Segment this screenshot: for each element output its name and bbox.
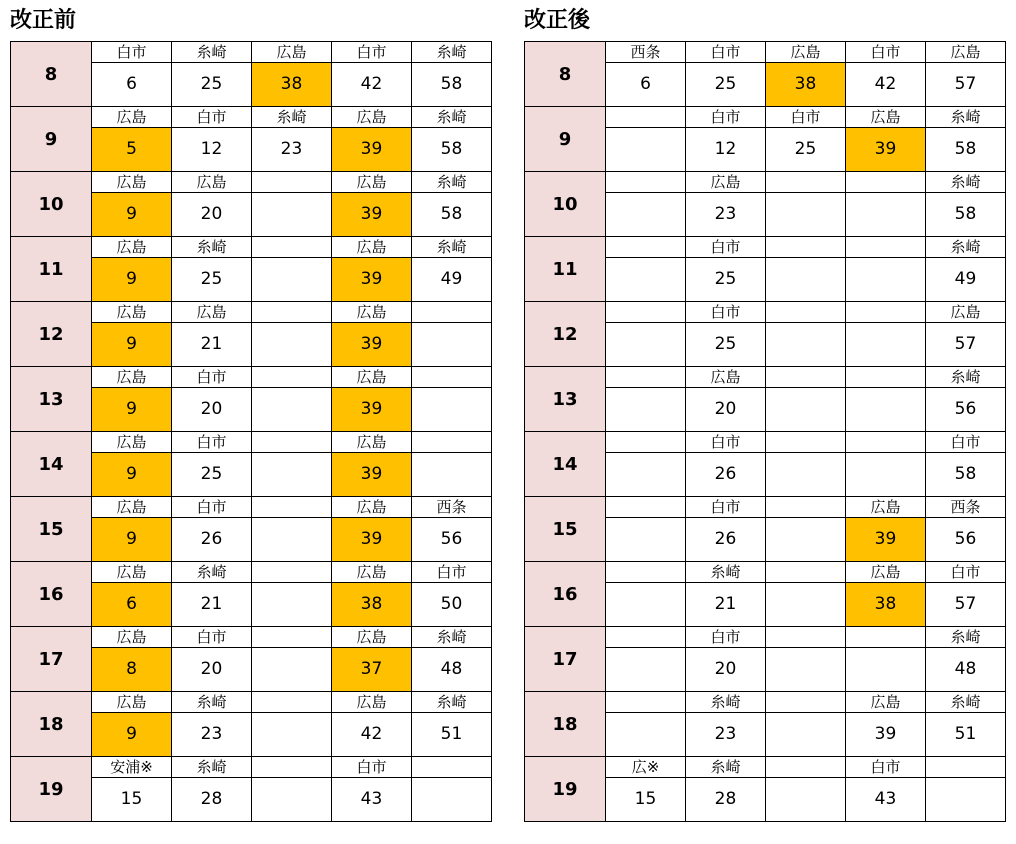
minute-cell — [606, 648, 686, 692]
destination-cell: 広島 — [686, 367, 766, 388]
destination-cell: 広島 — [92, 302, 172, 323]
destination-cell — [252, 302, 332, 323]
minute-cell: 26 — [172, 518, 252, 562]
minute-cell: 28 — [686, 778, 766, 822]
hour-cell: 8 — [525, 42, 606, 107]
minute-cell: 51 — [926, 713, 1006, 757]
minute-cell — [766, 258, 846, 302]
minute-cell: 9 — [92, 258, 172, 302]
hour-row-dest — [11, 367, 492, 388]
minute-cell — [606, 518, 686, 562]
minute-cell: 25 — [766, 128, 846, 172]
minute-cell: 39 — [332, 453, 412, 497]
before-title: 改正前 — [10, 8, 77, 33]
minute-cell: 43 — [332, 778, 412, 822]
destination-cell — [846, 627, 926, 648]
minute-cell: 25 — [172, 63, 252, 107]
hour-row-dest — [525, 107, 1006, 128]
minute-cell: 57 — [926, 323, 1006, 367]
hour-row-dest — [11, 237, 492, 258]
destination-cell — [926, 757, 1006, 778]
destination-cell: 広島 — [332, 562, 412, 583]
minute-cell: 20 — [172, 648, 252, 692]
destination-cell — [766, 172, 846, 193]
minute-cell: 20 — [172, 388, 252, 432]
minute-cell: 56 — [926, 388, 1006, 432]
minute-cell: 6 — [92, 583, 172, 627]
hour-row-dest — [11, 627, 492, 648]
minute-cell: 25 — [172, 258, 252, 302]
hour-row-dest — [11, 107, 492, 128]
hour-row-dest — [11, 692, 492, 713]
destination-cell: 糸崎 — [412, 172, 492, 193]
destination-cell — [766, 692, 846, 713]
destination-cell: 糸崎 — [412, 692, 492, 713]
minute-cell: 26 — [686, 518, 766, 562]
destination-cell — [766, 562, 846, 583]
destination-cell — [606, 432, 686, 453]
destination-cell — [846, 432, 926, 453]
hour-cell: 15 — [525, 497, 606, 562]
destination-cell: 広島 — [92, 367, 172, 388]
destination-cell — [766, 497, 846, 518]
destination-cell: 糸崎 — [412, 627, 492, 648]
minute-cell — [606, 388, 686, 432]
destination-cell: 白市 — [92, 42, 172, 63]
destination-cell: 糸崎 — [926, 367, 1006, 388]
destination-cell — [606, 172, 686, 193]
destination-cell: 広島 — [332, 692, 412, 713]
minute-cell — [252, 388, 332, 432]
minute-cell — [252, 778, 332, 822]
minute-cell: 58 — [412, 193, 492, 237]
hour-cell: 14 — [525, 432, 606, 497]
minute-cell — [606, 323, 686, 367]
hour-row-dest — [11, 172, 492, 193]
minute-cell: 28 — [172, 778, 252, 822]
hour-row-dest — [525, 757, 1006, 778]
minute-cell — [252, 518, 332, 562]
destination-cell: 白市 — [172, 627, 252, 648]
minute-cell: 56 — [412, 518, 492, 562]
minute-cell — [766, 778, 846, 822]
destination-cell: 糸崎 — [412, 42, 492, 63]
destination-cell: 広島 — [92, 627, 172, 648]
hour-row-dest — [11, 432, 492, 453]
destination-cell — [606, 497, 686, 518]
timetable-after-body — [525, 42, 1006, 822]
minute-cell: 43 — [846, 778, 926, 822]
minute-cell: 39 — [332, 518, 412, 562]
hour-cell: 16 — [525, 562, 606, 627]
destination-cell: 白市 — [686, 107, 766, 128]
minute-cell: 9 — [92, 323, 172, 367]
destination-cell: 広島 — [332, 367, 412, 388]
destination-cell: 広島 — [92, 562, 172, 583]
minute-cell: 12 — [172, 128, 252, 172]
destination-cell: 糸崎 — [686, 562, 766, 583]
destination-cell: 糸崎 — [172, 562, 252, 583]
minute-cell — [846, 323, 926, 367]
destination-cell — [252, 757, 332, 778]
destination-cell — [606, 627, 686, 648]
minute-cell: 23 — [686, 193, 766, 237]
destination-cell: 広島 — [766, 42, 846, 63]
destination-cell: 糸崎 — [172, 692, 252, 713]
destination-cell: 白市 — [686, 627, 766, 648]
destination-cell — [606, 107, 686, 128]
destination-cell — [252, 237, 332, 258]
minute-cell: 58 — [926, 453, 1006, 497]
destination-cell: 広※ — [606, 757, 686, 778]
destination-cell: 広島 — [332, 302, 412, 323]
destination-cell: 広島 — [926, 42, 1006, 63]
minute-cell: 48 — [926, 648, 1006, 692]
minute-cell: 39 — [332, 193, 412, 237]
hour-row-dest — [525, 367, 1006, 388]
destination-cell — [412, 757, 492, 778]
destination-cell: 白市 — [172, 432, 252, 453]
minute-cell — [606, 453, 686, 497]
destination-cell: 糸崎 — [172, 42, 252, 63]
minute-cell: 38 — [252, 63, 332, 107]
minute-cell — [766, 648, 846, 692]
minute-cell: 57 — [926, 63, 1006, 107]
minute-cell: 38 — [332, 583, 412, 627]
hour-row-dest — [525, 42, 1006, 63]
destination-cell: 白市 — [686, 42, 766, 63]
hour-cell: 13 — [11, 367, 92, 432]
hour-row-dest — [11, 757, 492, 778]
minute-cell — [606, 128, 686, 172]
hour-cell: 16 — [11, 562, 92, 627]
minute-cell — [412, 453, 492, 497]
minute-cell: 6 — [606, 63, 686, 107]
minute-cell: 39 — [846, 128, 926, 172]
minute-cell — [606, 713, 686, 757]
destination-cell — [606, 562, 686, 583]
destination-cell: 白市 — [332, 42, 412, 63]
destination-cell — [412, 367, 492, 388]
destination-cell: 白市 — [172, 367, 252, 388]
minute-cell: 9 — [92, 193, 172, 237]
destination-cell — [606, 302, 686, 323]
destination-cell — [846, 302, 926, 323]
minute-cell: 57 — [926, 583, 1006, 627]
destination-cell: 広島 — [92, 692, 172, 713]
destination-cell — [252, 627, 332, 648]
minute-cell: 9 — [92, 453, 172, 497]
destination-cell: 広島 — [686, 172, 766, 193]
minute-cell: 39 — [332, 258, 412, 302]
minute-cell: 9 — [92, 388, 172, 432]
destination-cell — [252, 432, 332, 453]
minute-cell — [412, 323, 492, 367]
destination-cell — [766, 627, 846, 648]
minute-cell — [412, 778, 492, 822]
minute-cell: 20 — [686, 388, 766, 432]
minute-cell: 58 — [926, 128, 1006, 172]
minute-cell — [252, 323, 332, 367]
minute-cell — [252, 193, 332, 237]
minute-cell — [606, 193, 686, 237]
destination-cell: 広島 — [332, 172, 412, 193]
hour-cell: 8 — [11, 42, 92, 107]
destination-cell: 白市 — [766, 107, 846, 128]
minute-cell: 39 — [332, 323, 412, 367]
destination-cell: 広島 — [172, 302, 252, 323]
hour-cell: 12 — [525, 302, 606, 367]
hour-row-dest — [11, 497, 492, 518]
destination-cell — [412, 432, 492, 453]
destination-cell: 広島 — [926, 302, 1006, 323]
destination-cell: 広島 — [846, 497, 926, 518]
hour-row-dest — [11, 42, 492, 63]
minute-cell: 25 — [686, 258, 766, 302]
hour-row-dest — [11, 562, 492, 583]
destination-cell — [846, 367, 926, 388]
hour-row-dest — [525, 172, 1006, 193]
minute-cell — [766, 323, 846, 367]
destination-cell — [412, 302, 492, 323]
minute-cell — [766, 453, 846, 497]
destination-cell — [252, 367, 332, 388]
minute-cell — [766, 388, 846, 432]
destination-cell: 糸崎 — [926, 627, 1006, 648]
hour-row-dest — [525, 627, 1006, 648]
destination-cell — [252, 692, 332, 713]
minute-cell: 25 — [686, 63, 766, 107]
destination-cell — [766, 757, 846, 778]
destination-cell: 白市 — [846, 42, 926, 63]
destination-cell: 白市 — [412, 562, 492, 583]
minute-cell: 5 — [92, 128, 172, 172]
minute-cell: 21 — [172, 323, 252, 367]
minute-cell — [846, 388, 926, 432]
destination-cell: 西条 — [412, 497, 492, 518]
destination-cell — [252, 562, 332, 583]
destination-cell — [846, 172, 926, 193]
destination-cell: 糸崎 — [686, 757, 766, 778]
minute-cell: 26 — [686, 453, 766, 497]
destination-cell: 広島 — [332, 107, 412, 128]
minute-cell — [252, 453, 332, 497]
minute-cell: 9 — [92, 518, 172, 562]
destination-cell — [606, 367, 686, 388]
hour-cell: 11 — [11, 237, 92, 302]
destination-cell: 白市 — [926, 562, 1006, 583]
destination-cell: 糸崎 — [926, 172, 1006, 193]
destination-cell: 西条 — [606, 42, 686, 63]
hour-row-dest — [525, 692, 1006, 713]
destination-cell — [766, 367, 846, 388]
destination-cell: 糸崎 — [252, 107, 332, 128]
minute-cell — [766, 713, 846, 757]
minute-cell: 23 — [686, 713, 766, 757]
minute-cell: 42 — [332, 713, 412, 757]
minute-cell: 58 — [412, 128, 492, 172]
minute-cell: 58 — [926, 193, 1006, 237]
minute-cell — [846, 453, 926, 497]
destination-cell: 白市 — [686, 497, 766, 518]
minute-cell: 6 — [92, 63, 172, 107]
destination-cell — [606, 692, 686, 713]
minute-cell — [606, 258, 686, 302]
minute-cell — [252, 258, 332, 302]
hour-cell: 13 — [525, 367, 606, 432]
minute-cell: 20 — [686, 648, 766, 692]
minute-cell — [846, 258, 926, 302]
hour-cell: 11 — [525, 237, 606, 302]
destination-cell — [766, 302, 846, 323]
destination-cell: 広島 — [252, 42, 332, 63]
hour-cell: 9 — [525, 107, 606, 172]
destination-cell: 糸崎 — [926, 107, 1006, 128]
destination-cell: 広島 — [332, 627, 412, 648]
destination-cell: 広島 — [92, 172, 172, 193]
destination-cell — [252, 172, 332, 193]
minute-cell: 39 — [846, 713, 926, 757]
minute-cell — [766, 193, 846, 237]
destination-cell: 糸崎 — [412, 107, 492, 128]
minute-cell: 23 — [252, 128, 332, 172]
destination-cell: 広島 — [172, 172, 252, 193]
minute-cell — [846, 193, 926, 237]
minute-cell: 38 — [766, 63, 846, 107]
hour-cell: 17 — [525, 627, 606, 692]
hour-cell: 19 — [525, 757, 606, 822]
hour-row-dest — [525, 302, 1006, 323]
minute-cell: 48 — [412, 648, 492, 692]
hour-cell: 10 — [11, 172, 92, 237]
destination-cell — [766, 237, 846, 258]
destination-cell: 白市 — [846, 757, 926, 778]
minute-cell: 49 — [412, 258, 492, 302]
minute-cell: 20 — [172, 193, 252, 237]
minute-cell — [606, 583, 686, 627]
minute-cell — [252, 713, 332, 757]
minute-cell: 21 — [686, 583, 766, 627]
destination-cell: 白市 — [172, 497, 252, 518]
after-title: 改正後 — [524, 8, 591, 33]
minute-cell: 37 — [332, 648, 412, 692]
minute-cell: 25 — [172, 453, 252, 497]
minute-cell: 42 — [846, 63, 926, 107]
destination-cell: 糸崎 — [172, 237, 252, 258]
destination-cell — [252, 497, 332, 518]
destination-cell: 糸崎 — [926, 237, 1006, 258]
destination-cell: 広島 — [332, 432, 412, 453]
hour-cell: 15 — [11, 497, 92, 562]
minute-cell — [766, 583, 846, 627]
hour-row-dest — [11, 302, 492, 323]
destination-cell — [606, 237, 686, 258]
minute-cell — [846, 648, 926, 692]
minute-cell: 39 — [846, 518, 926, 562]
hour-cell: 19 — [11, 757, 92, 822]
destination-cell: 広島 — [92, 432, 172, 453]
minute-cell: 50 — [412, 583, 492, 627]
destination-cell: 白市 — [926, 432, 1006, 453]
destination-cell: 広島 — [332, 497, 412, 518]
minute-cell: 23 — [172, 713, 252, 757]
hour-row-dest — [525, 237, 1006, 258]
destination-cell — [846, 237, 926, 258]
hour-cell: 9 — [11, 107, 92, 172]
minute-cell — [252, 648, 332, 692]
destination-cell: 広島 — [92, 497, 172, 518]
destination-cell: 安浦※ — [92, 757, 172, 778]
minute-cell: 21 — [172, 583, 252, 627]
destination-cell: 広島 — [332, 237, 412, 258]
timetable-before — [10, 41, 492, 822]
minute-cell — [926, 778, 1006, 822]
destination-cell: 西条 — [926, 497, 1006, 518]
hour-cell: 18 — [525, 692, 606, 757]
minute-cell: 25 — [686, 323, 766, 367]
timetable-after — [524, 41, 1006, 822]
destination-cell: 白市 — [686, 432, 766, 453]
destination-cell: 白市 — [686, 237, 766, 258]
minute-cell: 58 — [412, 63, 492, 107]
minute-cell: 15 — [606, 778, 686, 822]
destination-cell: 広島 — [92, 107, 172, 128]
minute-cell: 42 — [332, 63, 412, 107]
minute-cell: 12 — [686, 128, 766, 172]
destination-cell: 糸崎 — [926, 692, 1006, 713]
hour-row-dest — [525, 497, 1006, 518]
minute-cell: 49 — [926, 258, 1006, 302]
minute-cell: 39 — [332, 128, 412, 172]
destination-cell: 糸崎 — [686, 692, 766, 713]
minute-cell — [252, 583, 332, 627]
destination-cell: 白市 — [332, 757, 412, 778]
minute-cell — [766, 518, 846, 562]
hour-cell: 10 — [525, 172, 606, 237]
hour-cell: 14 — [11, 432, 92, 497]
destination-cell: 広島 — [92, 237, 172, 258]
hour-cell: 12 — [11, 302, 92, 367]
destination-cell: 白市 — [172, 107, 252, 128]
hour-row-dest — [525, 432, 1006, 453]
minute-cell: 9 — [92, 713, 172, 757]
minute-cell: 8 — [92, 648, 172, 692]
minute-cell: 56 — [926, 518, 1006, 562]
destination-cell: 広島 — [846, 692, 926, 713]
destination-cell: 糸崎 — [412, 237, 492, 258]
minute-cell: 15 — [92, 778, 172, 822]
destination-cell: 糸崎 — [172, 757, 252, 778]
timetable-before-body — [11, 42, 492, 822]
minute-cell: 39 — [332, 388, 412, 432]
minute-cell — [412, 388, 492, 432]
destination-cell — [766, 432, 846, 453]
destination-cell: 広島 — [846, 562, 926, 583]
minute-cell: 38 — [846, 583, 926, 627]
minute-cell: 51 — [412, 713, 492, 757]
destination-cell: 広島 — [846, 107, 926, 128]
hour-row-dest — [525, 562, 1006, 583]
hour-cell: 18 — [11, 692, 92, 757]
destination-cell: 白市 — [686, 302, 766, 323]
hour-cell: 17 — [11, 627, 92, 692]
